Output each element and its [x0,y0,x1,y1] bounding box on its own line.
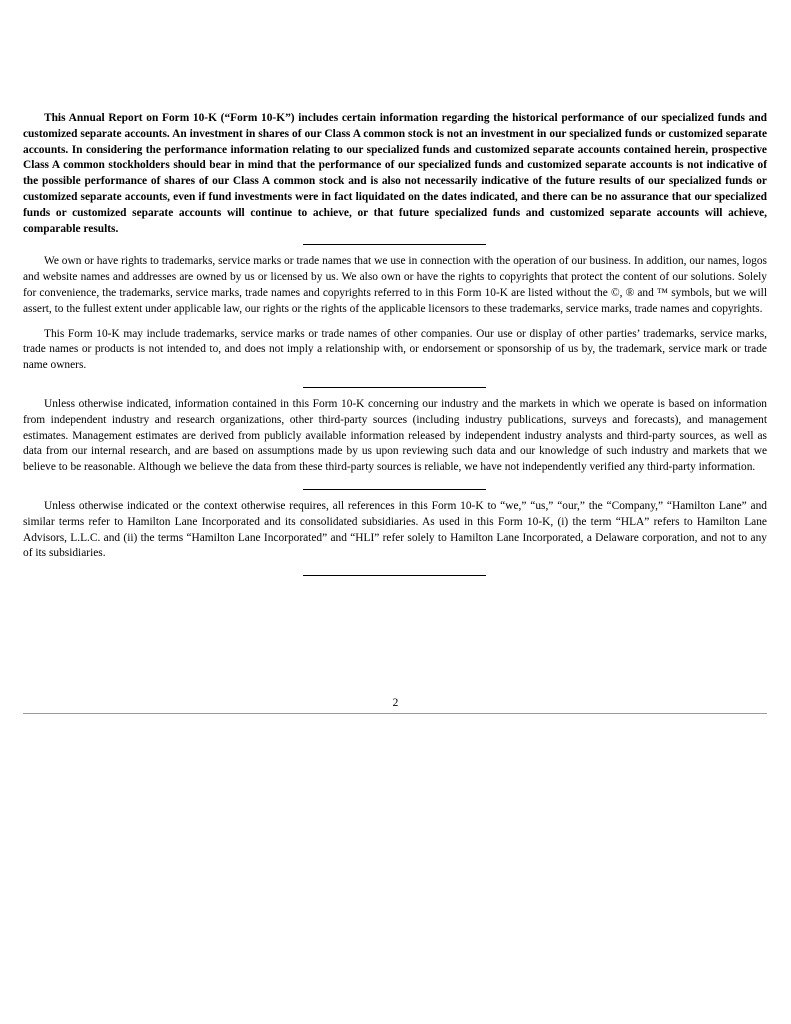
trademarks-ownership-paragraph: We own or have rights to trademarks, service marks or trade names that we use in connection with the operation of our business. In addition, our names, logos and website names and addresses are owned by us or licensed by us. We also own or have the rights to copyrights that protect the content of our solutions. Solely for convenience, the trademarks, service marks, trade names and copyrights referred to in this Form 10-K are listed without the ©, ® and ™ symbols, but we will assert, to the fullest extent under applicable law, our rights or the rights of the applicable licensors to these trademarks, service marks, trade names and copyrights. [23,255,767,315]
third-party-trademarks-paragraph: This Form 10-K may include trademarks, service marks or trade names of other companies. Our use or display of other parties’ trademarks, service marks, trade names or products is not intended to, and does not imply a relationship with, or endorsement or sponsorship of us by, the trademark, service mark or trade name owners. [23,327,767,372]
performance-disclaimer-paragraph: This Annual Report on Form 10-K (“Form 10-K”) includes certain information regarding the historical performance of our specialized funds and customized separate accounts. An investment in shares of our Class A common stock is not an investment in our specialized funds or customized separate accounts. In considering the performance information relating to our specialized funds and customized separate accounts contained herein, prospective Class A common stockholders should bear in mind that the performance of our specialized funds and customized separate accounts is not indicative of the possible performance of shares of our Class A common stock and is also not necessarily indicative of the future results of our specialized funds or customized separate accounts, even if fund investments were in fact liquidated on the dates indicated, and there can be no assurance that our specialized funds or customized separate accounts will continue to achieve, or that future specialized funds and customized separate accounts will achieve, comparable results. [23,112,767,235]
section-divider [303,244,486,245]
document-page [23,111,767,576]
definitions-paragraph: Unless otherwise indicated or the context otherwise requires, all references in this Form 10-K to “we,” “us,” “our,” the “Company,” “Hamilton Lane” and similar terms refer to Hamilton Lane Incorporated and its consolidated subsidiaries. As used in this Form 10-K, (i) the term “HLA” refers to Hamilton Lane Advisors, L.L.C. and (ii) the terms “Hamilton Lane Incorporated” and “HLI” refer solely to Hamilton Lane Incorporated, a Delaware corporation, and not to any of its subsidiaries. [23,499,767,560]
page-number: 2 [392,697,399,709]
page-footer-rule [23,713,767,714]
section-divider [303,387,486,388]
section-divider [303,489,486,490]
section-divider [303,575,486,576]
industry-data-paragraph: Unless otherwise indicated, information contained in this Form 10-K concerning our industry and the markets in which we operate is based on information from independent industry and research organizations, other third-party sources (including industry publications, surveys and forecasts), and management estimates. Management estimates are derived from publicly available information released by independent industry analysts and third-party sources, as well as data from our internal research, and are based on assumptions made by us upon reviewing such data and our knowledge of such industry and markets that we believe to be reasonable. Although we believe the data from these third-party sources is reliable, we have not independently verified any third-party information. [23,397,767,474]
